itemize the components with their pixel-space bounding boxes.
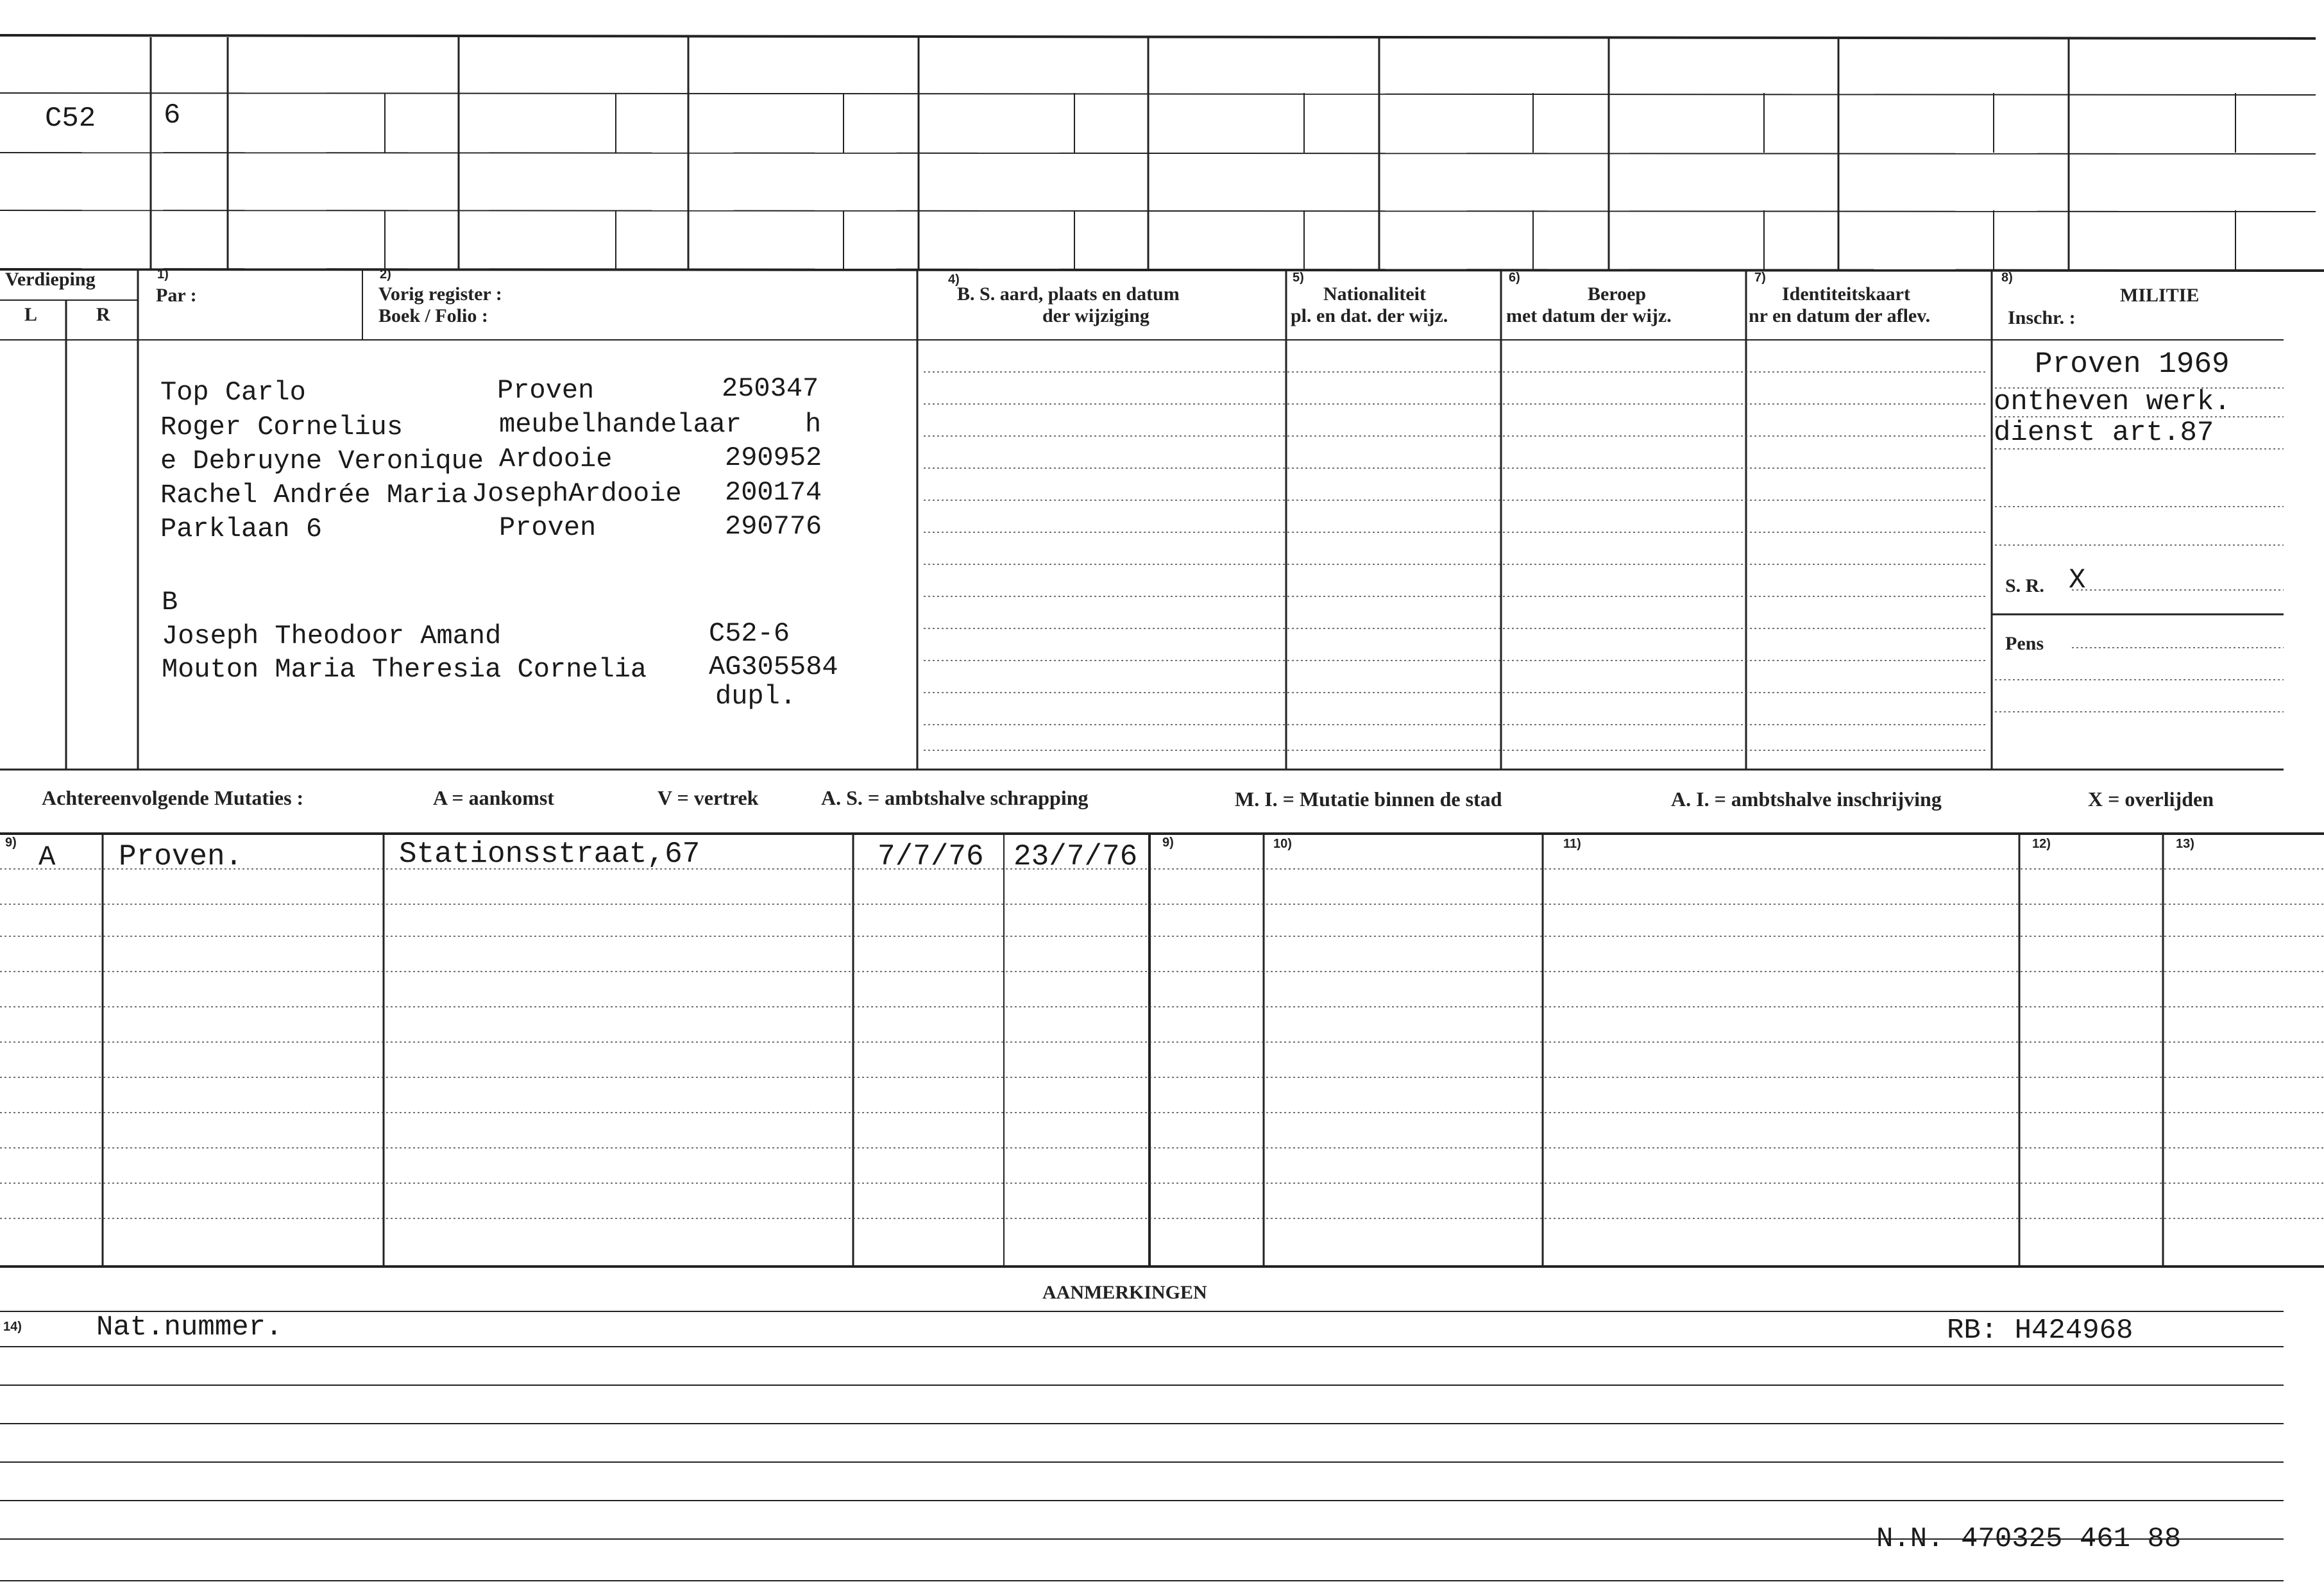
- person-row1-date: 250347: [722, 373, 819, 404]
- header-inschr: Inschr. :: [2008, 307, 2076, 328]
- legend-as: A. S. = ambtshalve schrapping: [821, 786, 1089, 809]
- header-militie-number: 8): [2001, 271, 2013, 285]
- legend-a: A = aankomst: [433, 786, 554, 809]
- person-b-row1-code: C52-6: [709, 618, 790, 649]
- mutation-col-9-left: 9): [5, 836, 17, 850]
- person-row4-date: 200174: [725, 477, 822, 508]
- person-row1-name: Top Carlo: [160, 377, 306, 408]
- person-b-dupl: dupl.: [715, 681, 797, 712]
- legend-x: X = overlijden: [2088, 787, 2214, 811]
- person-row4-name: Rachel Andrée Maria: [160, 480, 468, 510]
- person-row1-place: Proven: [497, 375, 595, 406]
- header-r: R: [96, 304, 110, 325]
- mutation-date-arrival: 7/7/76: [878, 840, 984, 873]
- person-row4-place: JosephArdooie: [471, 478, 682, 509]
- top-code: C52: [45, 103, 96, 135]
- person-row3-date: 290952: [725, 442, 822, 473]
- militie-line1: Proven 1969: [2035, 348, 2230, 381]
- header-id-line2: nr en datum der aflev.: [1749, 305, 1931, 326]
- header-beroep-number: 6): [1509, 271, 1520, 285]
- legend-mi: M. I. = Mutatie binnen de stad: [1235, 787, 1502, 811]
- legend-title: Achtereenvolgende Mutaties :: [42, 786, 304, 809]
- mutation-col-10: 10): [1273, 837, 1292, 851]
- person-row2-date: h: [805, 409, 822, 440]
- legend-v: V = vertrek: [657, 786, 759, 809]
- aanmerkingen-number: 14): [3, 1320, 22, 1334]
- person-b-row2-code: AG305584: [709, 652, 838, 682]
- header-par: Par :: [156, 285, 197, 306]
- militie-line3: dienst art.87: [1994, 417, 2214, 449]
- mutation-col-9-right: 9): [1162, 836, 1174, 850]
- mutation-date-registered: 23/7/76: [1014, 840, 1138, 873]
- header-beroep-line2: met datum der wijz.: [1506, 305, 1672, 326]
- aanmerkingen-title: AANMERKINGEN: [1042, 1282, 1207, 1303]
- person-b-label: B: [162, 587, 178, 618]
- mutation-col-11: 11): [1563, 837, 1581, 851]
- rb-number: RB: H424968: [1947, 1315, 2133, 1347]
- header-vorig-number: 2): [380, 267, 391, 282]
- militie-sr-label: S. R.: [2005, 575, 2044, 596]
- header-nationaliteit: Nationaliteit: [1323, 283, 1426, 305]
- header-bs-number: 4): [948, 273, 960, 287]
- person-row3-place: Ardooie: [499, 444, 613, 475]
- header-l: L: [24, 304, 38, 325]
- header-nat-line2: pl. en dat. der wijz.: [1291, 305, 1448, 326]
- header-verdieping: Verdieping: [5, 269, 96, 290]
- person-row2-name: Roger Cornelius: [160, 412, 403, 442]
- header-vorig-register: Vorig register :: [378, 283, 502, 305]
- militie-line2: ontheven werk.: [1994, 386, 2231, 418]
- nn-number: N.N. 470325 461 88: [1876, 1523, 2182, 1555]
- header-bs-line2: der wijziging: [1042, 305, 1149, 326]
- nat-nummer-label: Nat.nummer.: [96, 1311, 283, 1343]
- mutation-col-12: 12): [2032, 837, 2051, 851]
- mutation-place: Proven.: [119, 840, 243, 873]
- mutation-col-13: 13): [2176, 837, 2194, 851]
- header-militie: MILITIE: [2120, 285, 2200, 306]
- person-row5-place: Proven: [499, 512, 597, 543]
- header-beroep: Beroep: [1588, 283, 1647, 305]
- header-identiteitskaart: Identiteitskaart: [1782, 283, 1910, 305]
- header-id-number: 7): [1754, 271, 1766, 285]
- mutation-street: Stationsstraat,67: [399, 838, 700, 871]
- person-row3-name: e Debruyne Veronique: [160, 446, 484, 476]
- header-bs-line1: B. S. aard, plaats en datum: [957, 283, 1180, 305]
- person-row2-place: meubelhandelaar: [499, 409, 742, 440]
- person-row5-date: 290776: [725, 511, 822, 542]
- militie-sr-value: X: [2069, 564, 2086, 596]
- header-nat-number: 5): [1293, 271, 1304, 285]
- person-b-row1-name: Joseph Theodoor Amand: [162, 621, 502, 652]
- top-number: 6: [164, 99, 181, 131]
- legend-ai: A. I. = ambtshalve inschrijving: [1671, 787, 1942, 811]
- mutation-type: A: [38, 841, 56, 873]
- person-row5-name: Parklaan 6: [160, 514, 323, 544]
- header-boek-folio: Boek / Folio :: [378, 305, 488, 326]
- militie-pens-label: Pens: [2005, 633, 2044, 654]
- header-par-number: 1): [157, 267, 169, 282]
- person-b-row2-name: Mouton Maria Theresia Cornelia: [162, 654, 647, 685]
